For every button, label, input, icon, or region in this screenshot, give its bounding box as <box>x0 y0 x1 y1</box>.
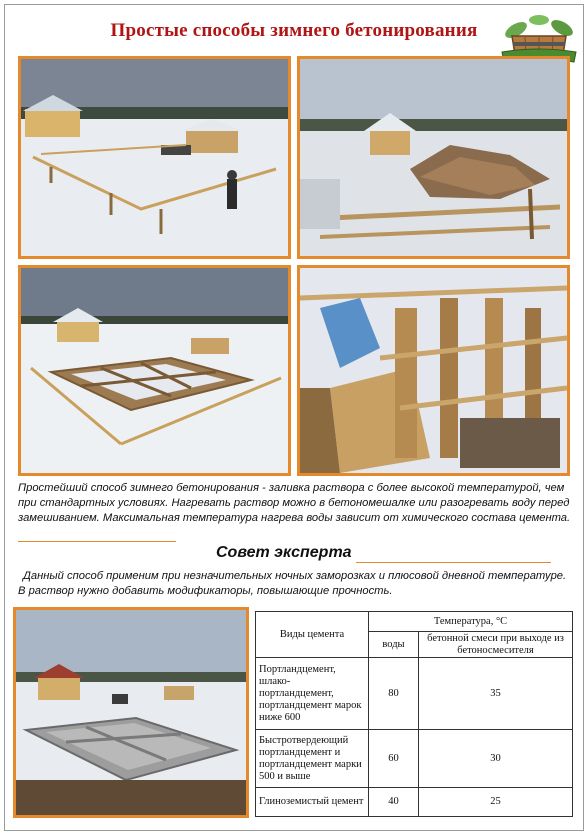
mix-temp: 30 <box>419 730 573 788</box>
table-row <box>256 658 573 730</box>
description-underline <box>18 541 176 542</box>
header-temperature: Температура, °С <box>369 612 573 632</box>
photo-snow-formwork-frame <box>18 56 291 259</box>
table-row <box>256 730 573 788</box>
description-text: Простейший способ зимнего бетонирования - заливка раствора с более высокой температурой, чем при стандартных условиях. Нагревать раствор можно в бетономешалке или разогревать воду перед замешиванием. Максимальная температура нагрева воды зависит от химического состава цемента. <box>18 482 571 524</box>
mix-temp: 25 <box>419 788 573 817</box>
page-title: Простые способы зимнего бетонирования <box>110 20 478 41</box>
table-row <box>256 788 573 817</box>
photo-concrete-foundation <box>13 607 249 818</box>
expert-advice-text: Данный способ применим при незначительных ночных заморозках и плюсовой дневной температуре. В раствор нужно добавить модификаторы, повышающие прочность. <box>18 570 567 597</box>
header-water: воды <box>369 632 419 658</box>
photo-formwork-closeup <box>297 265 570 476</box>
water-temp: 40 <box>369 788 419 817</box>
header-cement-type: Виды цемента <box>256 612 369 658</box>
cement-name: Портландцемент, шлако-портландцемент, портландцемент марок ниже 600 <box>256 658 369 730</box>
photo-excavation-snow <box>297 56 570 259</box>
expert-advice-underline <box>356 562 551 563</box>
cement-name: Быстротвердеющий портландцемент и портландцемент марки 500 и выше <box>256 730 369 788</box>
photo-formwork-grid <box>18 265 291 476</box>
header-mix: бетонной смеси при выходе из бетоносмесителя <box>419 632 573 658</box>
expert-advice-heading: Совет эксперта <box>216 544 352 561</box>
mix-temp: 35 <box>419 658 573 730</box>
cement-name: Глиноземистый цемент <box>256 788 369 817</box>
cement-temperature-table <box>255 611 573 816</box>
water-temp: 60 <box>369 730 419 788</box>
water-temp: 80 <box>369 658 419 730</box>
